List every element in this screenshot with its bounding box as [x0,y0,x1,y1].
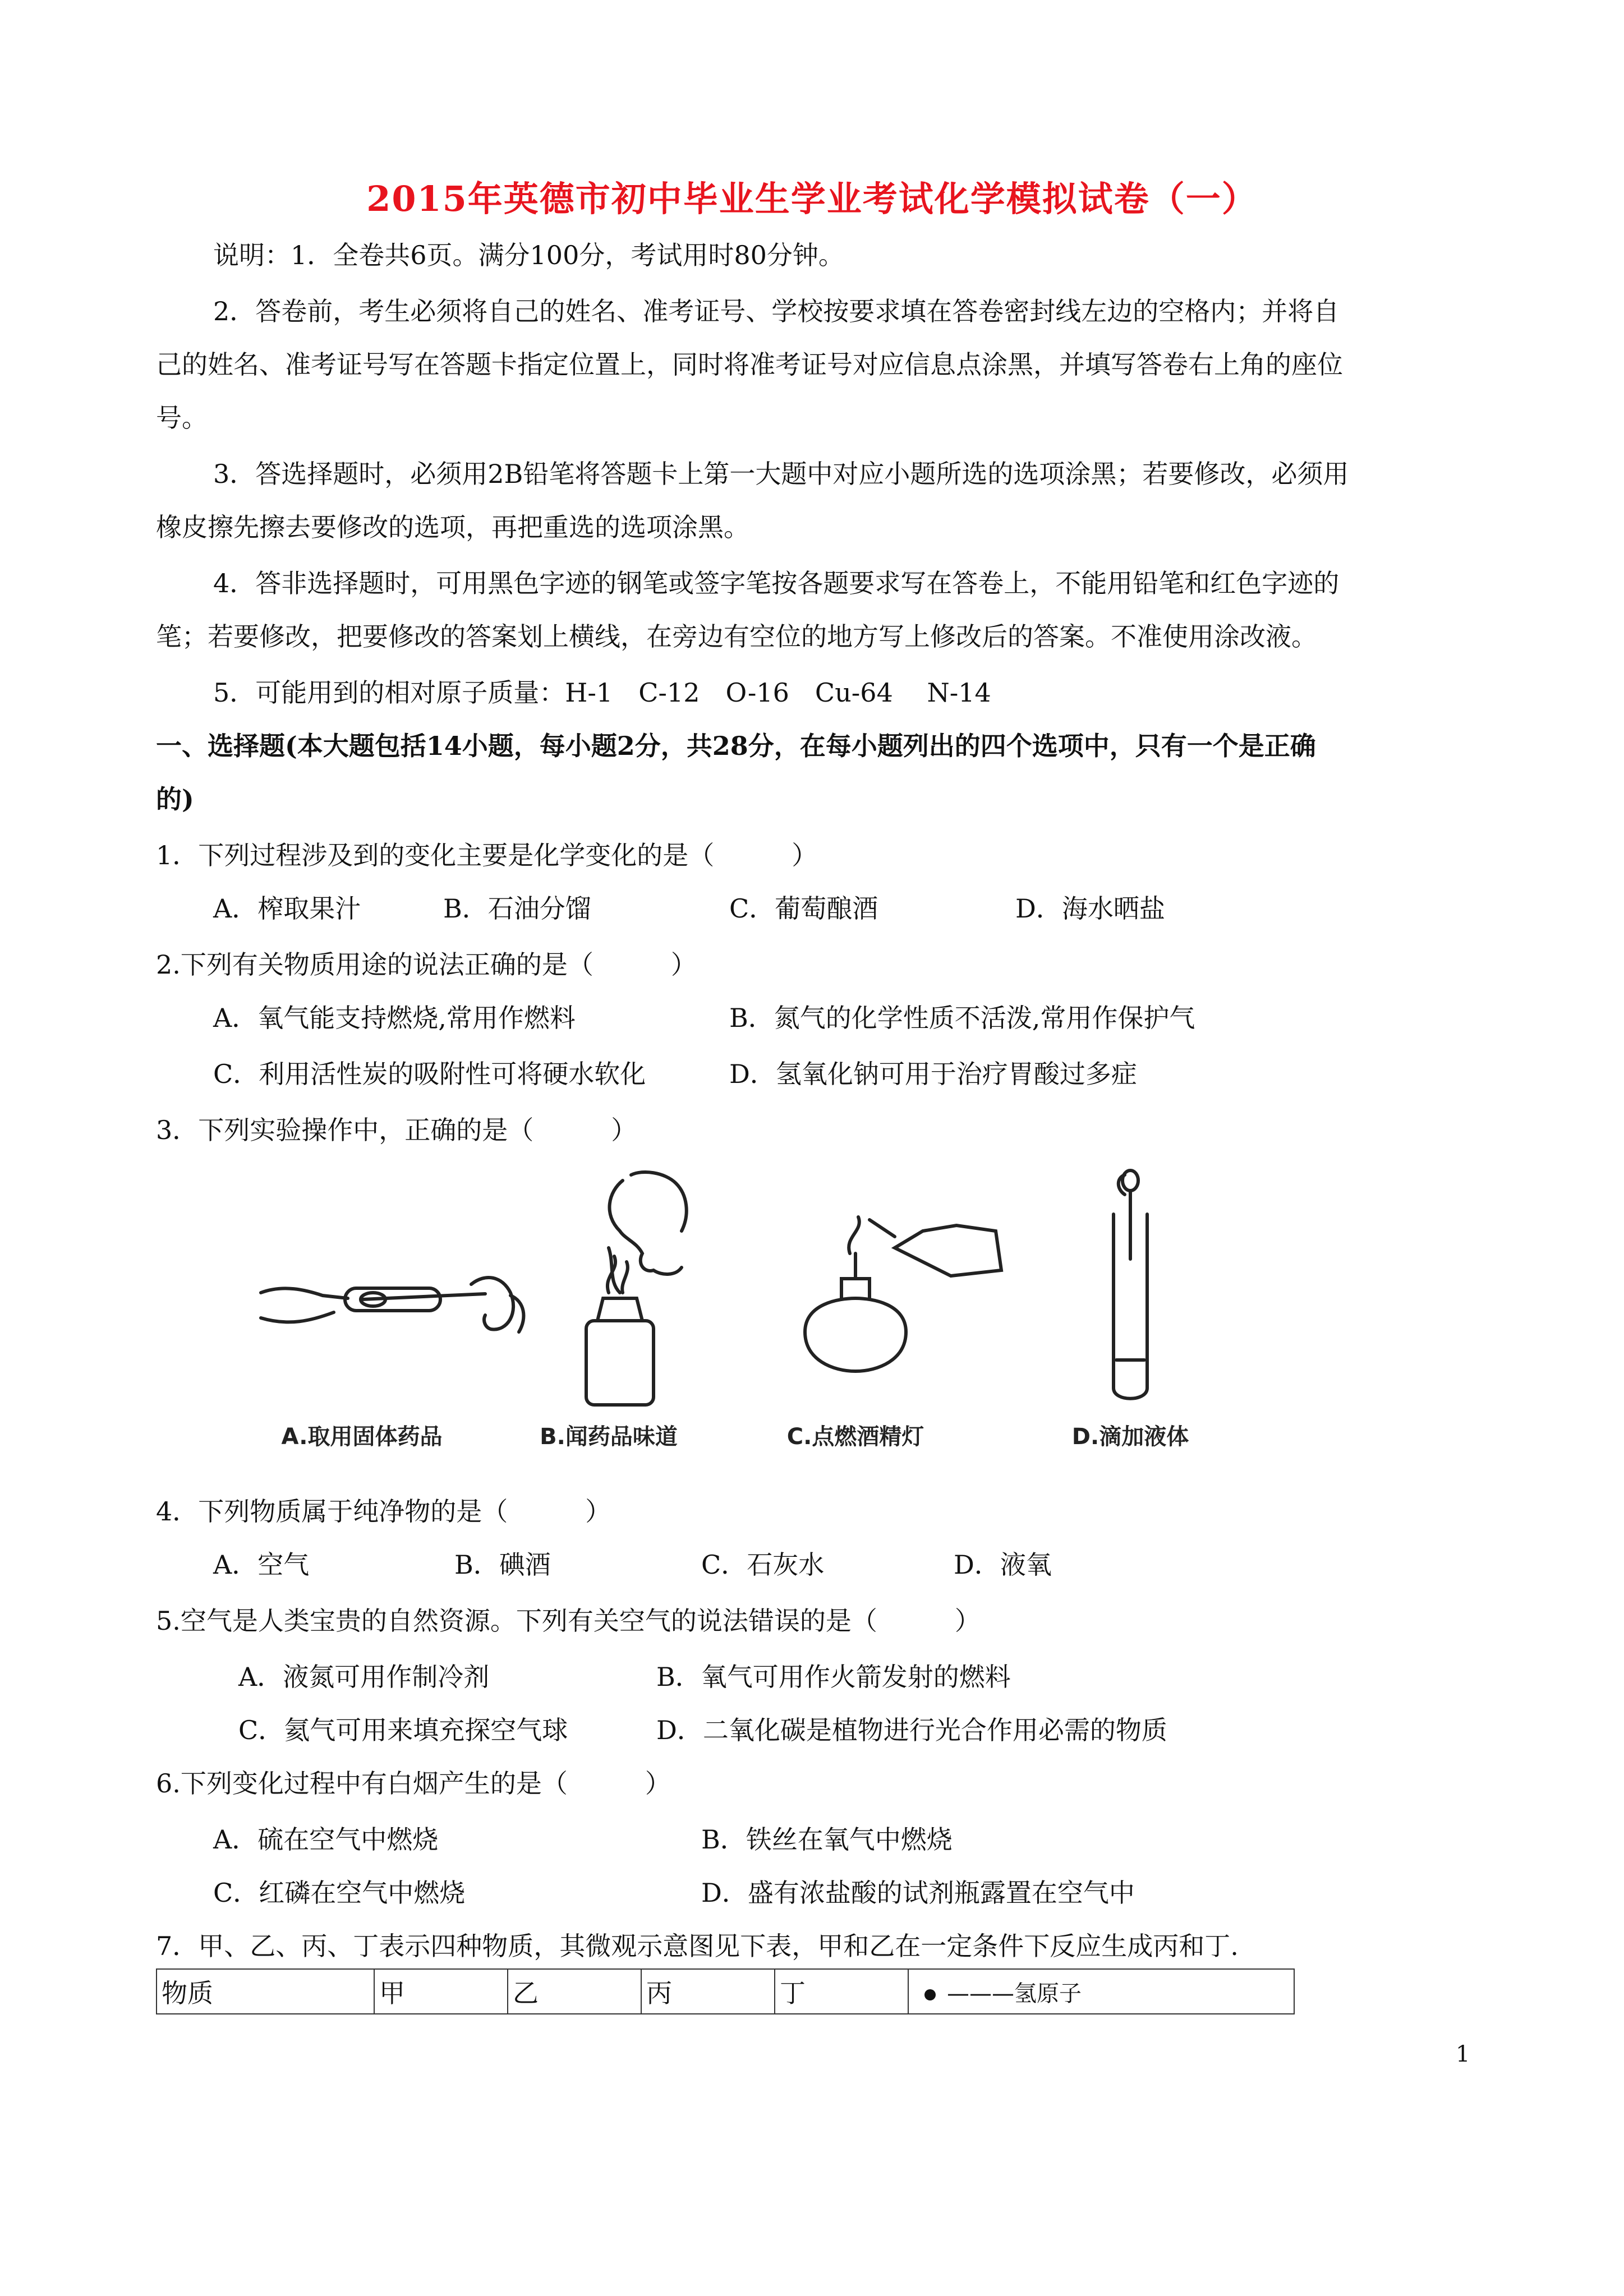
table-header-ding: 丁 [775,1969,908,2014]
lab-operations-figure [250,1164,1243,1467]
section-heading-2: 的) [156,784,194,814]
table-row [157,1969,1294,2014]
question-1-option-c: C．葡萄酿酒 [729,893,878,924]
question-2-option-d: D．氢氧化钠可用于治疗胃酸过多症 [729,1059,1137,1089]
figure-caption-b: B.闻药品味道 [540,1424,678,1450]
instruction-2b: 己的姓名、准考证号写在答题卡指定位置上，同时将准考证号对应信息点涂黑，并填写答卷右上角的座位 [156,349,1343,380]
question-6-option-c: C．红磷在空气中燃烧 [213,1878,466,1908]
question-2-option-a: A．氧气能支持燃烧,常用作燃料 [213,1003,576,1033]
lab-operations-illustration [250,1164,1243,1410]
figure-caption-d: D.滴加液体 [1071,1424,1189,1450]
section-heading-1: 一、选择题(本大题包括14小题，每小题2分，共28分，在每小题列出的四个选项中，只有一个是正确 [156,731,1316,761]
question-2-option-c: C．利用活性炭的吸附性可将硬水软化 [213,1059,646,1089]
question-5-option-b: B．氧气可用作火箭发射的燃料 [656,1662,1011,1692]
question-2-stem: 2.下列有关物质用途的说法正确的是（ ） [156,949,697,980]
instruction-4a: 4．答非选择题时，可用黑色字迹的钢笔或签字笔按各题要求写在答卷上，不能用铅笔和红色字迹的 [213,568,1340,598]
question-5-option-c: C．氦气可用来填充探空气球 [238,1715,568,1745]
question-1-option-d: D．海水晒盐 [1015,893,1165,924]
question-4-option-b: B．碘酒 [454,1550,551,1580]
table-header-jia: 甲 [374,1969,508,2014]
question-3-stem: 3．下列实验操作中，正确的是（ ） [156,1115,637,1145]
question-6-stem: 6.下列变化过程中有白烟产生的是（ ） [156,1768,671,1799]
alcohol-lamp-drawing [805,1217,1001,1371]
question-7-stem: 7．甲、乙、丙、丁表示四种物质，其微观示意图见下表，甲和乙在一定条件下反应生成丙和丁. [156,1931,1239,1961]
question-6-option-b: B．铁丝在氧气中燃烧 [701,1824,953,1855]
question-6-option-d: D．盛有浓盐酸的试剂瓶露置在空气中 [701,1878,1135,1908]
molecule-table [156,1968,1295,2014]
question-1-option-a: A．榨取果汁 [213,893,361,924]
instruction-2a: 2．答卷前，考生必须将自己的姓名、准考证号、学校按要求填在答卷密封线左边的空格内；并将自 [213,296,1340,326]
question-4-option-a: A．空气 [213,1550,310,1580]
table-legend-cell [908,1969,1294,2014]
question-1-option-b: B．石油分馏 [443,893,591,924]
question-4-stem: 4．下列物质属于纯净物的是（ ） [156,1496,611,1527]
question-4-option-d: D．液氧 [954,1550,1052,1580]
instruction-4b: 笔；若要修改，把要修改的答案划上横线，在旁边有空位的地方写上修改后的答案。不准使用涂改液。 [156,621,1317,652]
table-header-substance: 物质 [157,1969,374,2014]
question-5-option-a: A．液氮可用作制冷剂 [238,1662,490,1692]
instruction-3a: 3．答选择题时，必须用2B铅笔将答题卡上第一大题中对应小题所选的选项涂黑；若要修改，必须用 [213,459,1349,489]
question-5-option-d: D．二氧化碳是植物进行光合作用必需的物质 [656,1715,1167,1745]
instruction-1: 说明：1．全卷共6页。满分100分，考试用时80分钟。 [213,240,844,270]
page-number: 1 [1456,2041,1470,2067]
smell-reagent-drawing [586,1172,687,1405]
solid-reagent-drawing [261,1278,523,1332]
question-5-stem: 5.空气是人类宝贵的自然资源。下列有关空气的说法错误的是（ ） [156,1606,981,1636]
table-header-bing: 丙 [641,1969,775,2014]
drop-liquid-drawing [1114,1170,1147,1399]
instruction-3b: 橡皮擦先擦去要修改的选项，再把重选的选项涂黑。 [156,512,749,542]
instruction-2c: 号。 [156,403,208,433]
question-4-option-c: C．石灰水 [701,1550,825,1580]
figure-caption-c: C.点燃酒精灯 [786,1424,924,1450]
instruction-5: 5．可能用到的相对原子质量：H-1 C-12 O-16 Cu-64 N-14 [213,677,991,708]
table-header-yi: 乙 [508,1969,641,2014]
question-2-option-b: B．氮气的化学性质不活泼,常用作保护气 [729,1003,1195,1033]
question-1-stem: 1．下列过程涉及到的变化主要是化学变化的是（ ） [156,840,818,870]
hydrogen-atom-icon [924,1989,936,2000]
legend-hydrogen-label: ———氢原子 [947,1980,1082,2007]
question-6-option-a: A．硫在空气中燃烧 [213,1824,439,1855]
figure-caption-a: A.取用固体药品 [281,1424,443,1450]
exam-title: 2015年英德市初中毕业生学业考试化学模拟试卷（一） [366,178,1258,219]
